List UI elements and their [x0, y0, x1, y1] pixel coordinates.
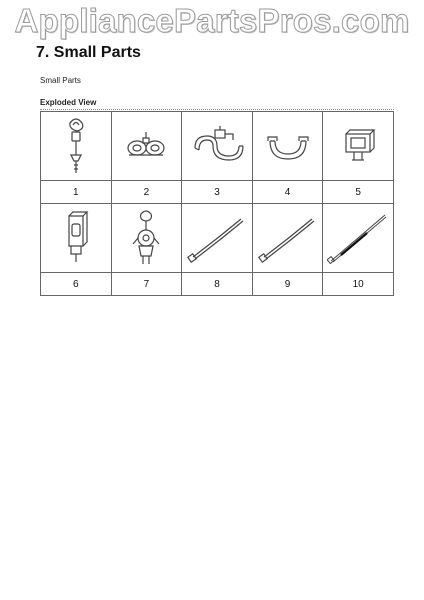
- parts-grid: [40, 111, 394, 296]
- parts-image-row: [41, 112, 394, 181]
- watermark: AppliancePartsPros.com: [14, 2, 410, 39]
- part-cell-10[interactable]: [323, 204, 394, 273]
- part-number: 2: [111, 181, 182, 204]
- part-cell-3[interactable]: [182, 112, 253, 181]
- cable-tie-icon: [187, 213, 247, 263]
- divider: [40, 109, 394, 110]
- part-cell-7[interactable]: [111, 204, 182, 273]
- part-number: 1: [41, 181, 112, 204]
- double-clip-icon: [123, 128, 169, 164]
- square-clip-icon: [340, 126, 376, 166]
- part-number: 4: [252, 181, 323, 204]
- hose-clamp-icon: [266, 129, 310, 163]
- exploded-view-label: Exploded View: [40, 98, 97, 107]
- cable-tie-icon: [258, 213, 318, 263]
- section-title: 7. Small Parts: [36, 44, 141, 61]
- parts-image-row: [41, 204, 394, 273]
- cable-tie-long-icon: [327, 211, 389, 265]
- subtitle: Small Parts: [40, 76, 81, 85]
- cable-clip-icon: [129, 208, 163, 268]
- wire-clamp-icon: [61, 115, 91, 177]
- part-cell-8[interactable]: [182, 204, 253, 273]
- saddle-clamp-icon: [189, 126, 245, 166]
- parts-number-row: [41, 181, 394, 204]
- part-cell-6[interactable]: [41, 204, 112, 273]
- parts-number-row: [41, 273, 394, 296]
- part-number: 6: [41, 273, 112, 296]
- part-cell-4[interactable]: [252, 112, 323, 181]
- part-number: 5: [323, 181, 394, 204]
- part-number: 10: [323, 273, 394, 296]
- holder-clip-icon: [61, 210, 91, 266]
- part-number: 7: [111, 273, 182, 296]
- part-cell-9[interactable]: [252, 204, 323, 273]
- part-number: 8: [182, 273, 253, 296]
- part-cell-1[interactable]: [41, 112, 112, 181]
- part-cell-2[interactable]: [111, 112, 182, 181]
- part-number: 3: [182, 181, 253, 204]
- part-cell-5[interactable]: [323, 112, 394, 181]
- part-number: 9: [252, 273, 323, 296]
